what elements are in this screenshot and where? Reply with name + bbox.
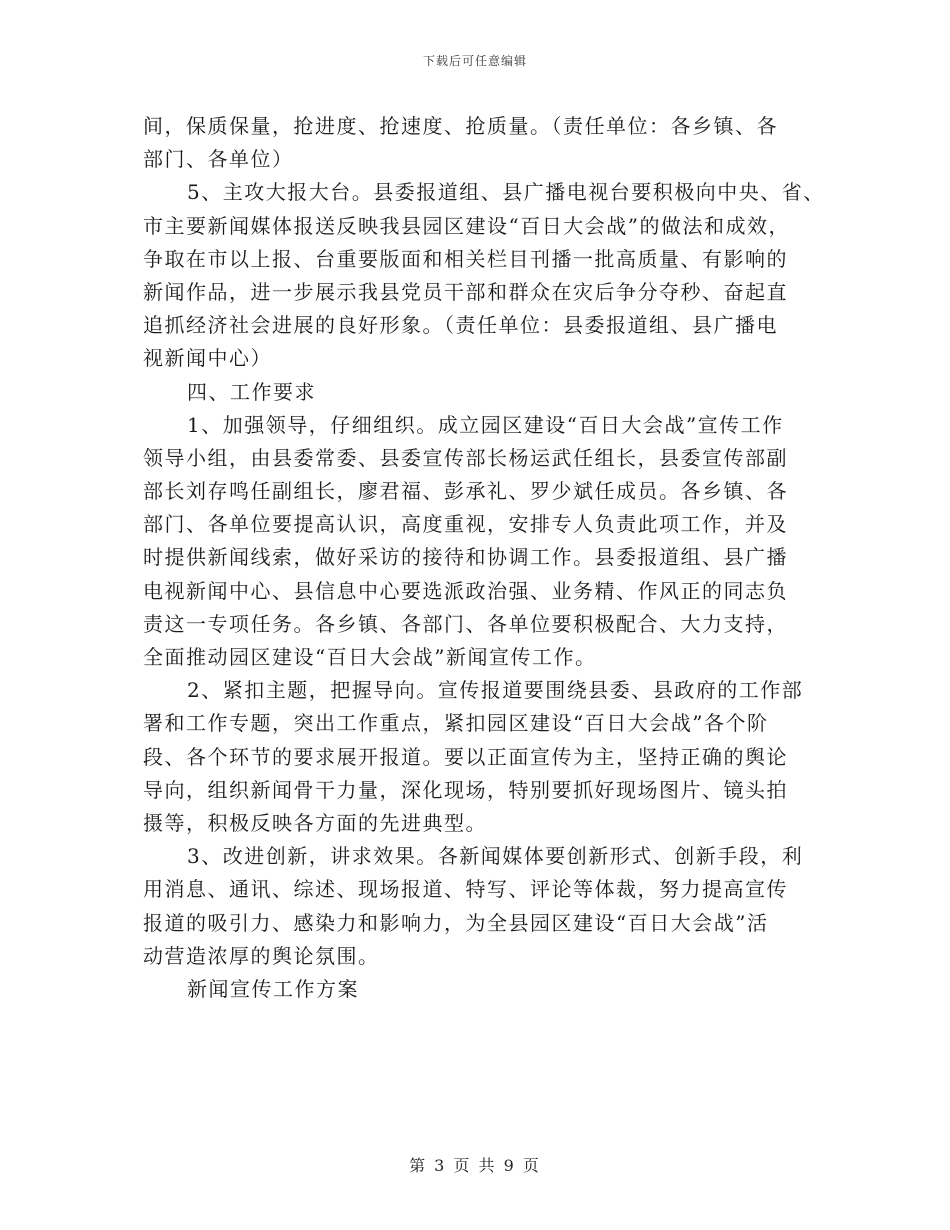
text-line: 部门、各单位要提高认识，高度重视，安排专人负责此项工作，并及 [143,512,788,537]
page-footer: 第 3 页 共 9 页 [409,1156,541,1175]
text-line: 视新闻中心） [143,346,272,371]
text-line: 间，保质保量，抢进度、抢速度、抢质量。（责任单位：各乡镇、各 [143,114,778,138]
text-line: 2、紧扣主题，把握导向。宣传报道要围绕县委、县政府的工作部 [187,678,804,703]
text-line: 3、改进创新，讲求效果。各新闻媒体要创新形式、创新手段，利 [187,844,804,869]
text-line: 导向，组织新闻骨干力量，深化现场，特别要抓好现场图片、镜头拍 [143,777,788,802]
document-body [143,110,843,1006]
text-line: 摄等，积极反映各方面的先进典型。 [143,810,487,835]
text-line: 争取在市以上报、台重要版面和相关栏目刊播一批高质量、有影响的 [143,246,788,271]
text-line: 部门、各单位） [143,147,294,172]
text-line: 追抓经济社会进展的良好形象。（责任单位：县委报道组、县广播电 [143,313,778,338]
text-line: 全面推动园区建设“百日大会战”新闻宣传工作。 [143,645,597,669]
text-line: 责这一专项任务。各乡镇、各部门、各单位要积极配合、大力支持， [143,611,788,636]
text-line: 领导小组，由县委常委、县委宣传部长杨运武任组长，县委宣传部副 [143,445,788,470]
text-line: 市主要新闻媒体报送反映我县园区建设“百日大会战”的做法和成效， [143,213,790,238]
text-line: 新闻作品，进一步展示我县党员干部和群众在灾后争分夺秒、奋起直 [143,279,788,304]
text-line: 电视新闻中心、县信息中心要选派政治强、业务精、作风正的同志负 [143,578,788,603]
text-line: 署和工作专题，突出工作重点，紧扣园区建设“百日大会战”各个阶 [143,711,769,736]
text-line: 1、加强领导，仔细组织。成立园区建设“百日大会战”宣传工作 [187,412,784,437]
text-line: 四、工作要求 [187,379,316,404]
text-line: 段、各个环节的要求展开报道。要以正面宣传为主，坚持正确的舆论 [143,744,788,769]
text-line: 用消息、通讯、综述、现场报道、特写、评论等体裁，努力提高宣传 [143,877,788,902]
text-line: 报道的吸引力、感染力和影响力，为全县园区建设“百日大会战”活 [143,910,769,935]
text-line: 时提供新闻线索，做好采访的接待和协调工作。县委报道组、县广播 [143,545,788,570]
page-header: 下载后可任意编辑 [422,54,527,68]
text-line: 5、主攻大报大台。县委报道组、县广播电视台要积极向中央、省、 [187,180,825,205]
text-line: 动营造浓厚的舆论氛围。 [143,943,380,968]
text-line: 部长刘存鸣任副组长，廖君福、彭承礼、罗少斌任成员。各乡镇、各 [143,479,788,504]
text-line: 新闻宣传工作方案 [187,976,359,1001]
